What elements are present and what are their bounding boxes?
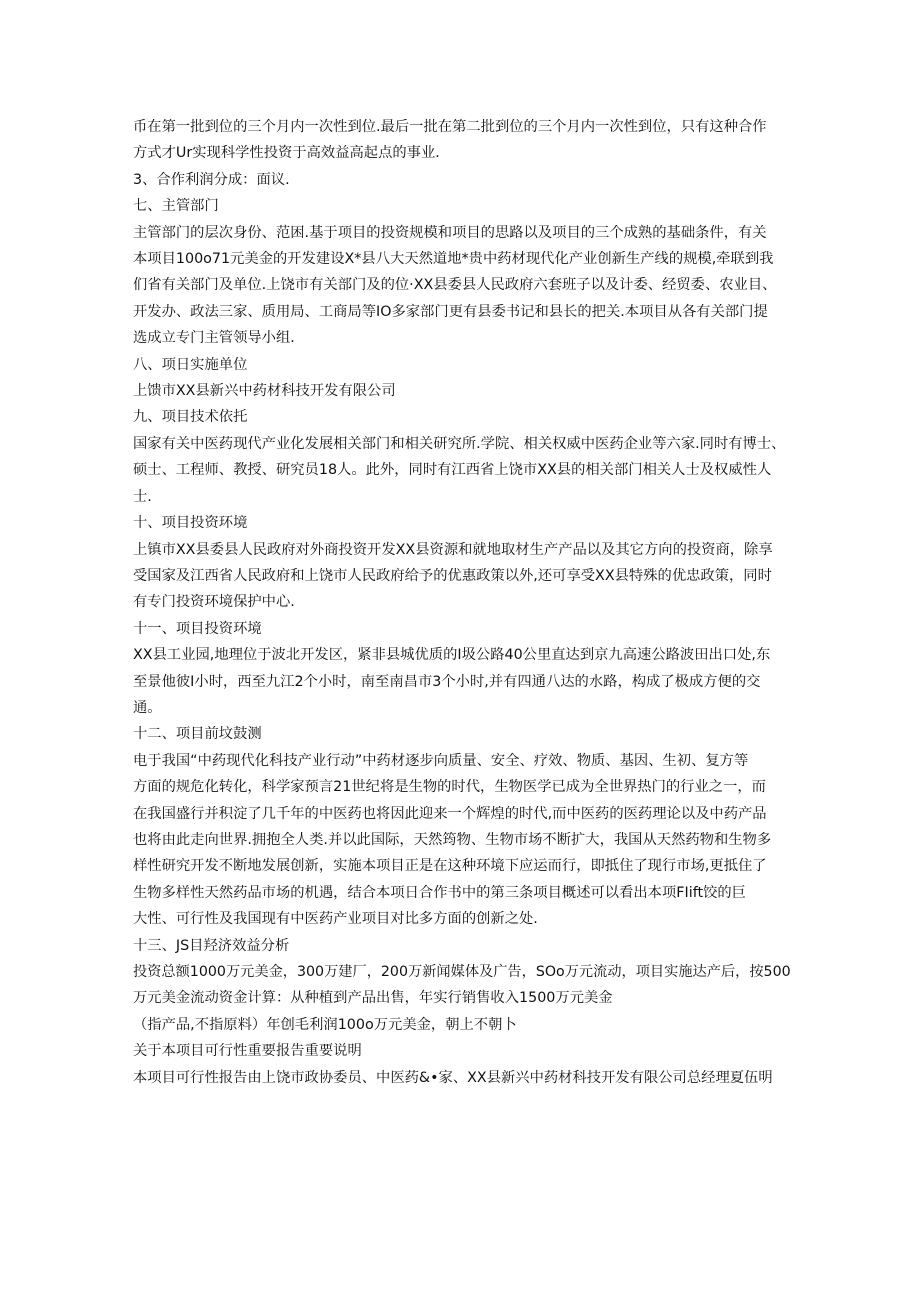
section-heading-13 <box>133 933 793 959</box>
section-heading-8 <box>133 352 793 378</box>
paragraph-investment-policy <box>133 537 793 616</box>
text-line: （指产品,不指原料）年创毛利润100o万元美金，朝上不朝卜 <box>133 1016 517 1033</box>
text-line: 们省有关部门及单位.上饶市有关部门及的位·XX县委县人民政府六套班子以及计委、经贸委、农业目、 <box>133 277 777 294</box>
text-line: 至景他彼I小时，西至九江2个小时，南至南昌市3个小时,并有四通八达的水路，构成了极成方便的交 <box>133 673 761 690</box>
heading-text: 十一、项目投资环境 <box>133 620 262 637</box>
text-line: 生物多样性天然药品市场的机遇，结合本项日合作书中的第三条项目概述可以看出本项FIift饺的巨 <box>133 884 746 901</box>
text-line: 投资总额1000万元美金，300万建厂，200万新闻媒体及广告，SOo万元流动，项目实施达产后，按500 <box>133 964 791 980</box>
paragraph-location <box>133 642 793 721</box>
heading-text: 九、项目技术依托 <box>133 409 248 426</box>
paragraph-technical-support <box>133 431 793 510</box>
paragraph-supervising-departments <box>133 220 793 352</box>
paragraph-report-note-title <box>133 1038 793 1064</box>
heading-text: 七、主管部门 <box>133 198 219 215</box>
text-line: XX县工业园,地理位于波北开发区，紧非县城优质的I圾公路40公里直达到京九高速公路波田出口处,东 <box>133 647 771 664</box>
heading-text: 八、项日实施单位 <box>133 356 248 373</box>
heading-text: 十三、JS目羟济效益分析 <box>133 937 290 954</box>
text-line: 电于我国“中药现代化科技产业行动”中药材逐步向质量、安全、疗效、物质、基因、生初、复方等 <box>133 752 749 769</box>
heading-text: 十二、项目前坟鼓测 <box>133 726 262 743</box>
text-line: 有专门投资环境保护中心. <box>133 594 295 611</box>
text-line: 硕士、工程师、教授、研究员18人。此外，同时有江西省上饶市XX县的相关部门相关人士及权威性人 <box>133 462 772 479</box>
section-heading-10 <box>133 510 793 536</box>
text-line: 在我国盛行并积淀了几千年的中医药也将因此迎来一个辉煌的时代,而中医药的医药理论以及中药产品 <box>133 805 767 822</box>
paragraph-report-note-body <box>133 1065 793 1091</box>
text-line: 国家有关中医药现代产业化发展相关部门和相关研究所.学院、相关权威中医药企业等六家.同时有博士、 <box>133 435 786 452</box>
section-heading-7 <box>133 193 793 219</box>
text-line: 方式才Ur实现科学性投资于高效益高起点的事业. <box>133 145 440 162</box>
text-line: 本项目可行性报告由上饶市政协委员、中医药&•家、XX县新兴中药材科技开发有限公司总经理夏伍明 <box>133 1069 773 1086</box>
text-line: 上馈市XX县新兴中药材科技开发有限公司 <box>133 383 396 400</box>
text-line: 开发办、政法三家、质用局、工商局等IO多家部门更有县委书记和县长的把关.本项目从各有关部门提 <box>133 303 768 320</box>
text-line: 方面的规危化转化，科学家预言21世纪将是生物的时代，生物医学已成为全世界热门的行业之一，而 <box>133 779 766 796</box>
paragraph-profit-sharing <box>133 167 793 193</box>
text-line: 上镇市XX县委县人民政府对外商投资开发XX县资源和就地取材生产产品以及其它方向的投资商，除享 <box>133 541 773 558</box>
paragraph-funding-schedule <box>133 114 793 167</box>
text-line: 3、合作利润分成：面议. <box>133 171 290 188</box>
text-line: 本项目100o71元美金的开发建设X*县八大天然道地*贵中药材现代化产业创新生产线的规模,牵联到我 <box>133 251 774 268</box>
paragraph-economic-analysis <box>133 959 793 1038</box>
text-line: 关于本项目可行性重要报告重要说明 <box>133 1043 362 1060</box>
text-line: 通。 <box>133 699 162 716</box>
text-line: 受国家及江西省人民政府和上饶市人民政府给予的优惠政策以外,还可享受XX县特殊的优忠政策，同时 <box>133 567 772 584</box>
heading-text: 十、项目投资环境 <box>133 515 248 532</box>
text-line: 币在第一批到位的三个月内一次性到位.最后一批在第二批到位的三个月内一次性到位，只有这种合作 <box>133 119 767 135</box>
text-line: 大性、可行性及我国现有中医药产业项目对比多方面的创新之处. <box>133 911 538 928</box>
section-heading-11 <box>133 616 793 642</box>
text-line: 选成立专门主管领导小组. <box>133 330 295 347</box>
text-line: 万元美金流动资金计算：从种植到产品出售，年实行销售收入1500万元美金 <box>133 990 613 1007</box>
section-heading-12 <box>133 721 793 747</box>
document-page <box>133 114 793 1091</box>
paragraph-implementing-unit <box>133 378 793 404</box>
text-line: 也将由此走向世界.拥抱全人类.并以此国际，天然筠物、生物市场不断扩大，我国从天然药物和生物多 <box>133 831 772 848</box>
text-line: 主管部门的层次身份、范困.基于项目的投资规模和项目的思路以及项目的三个成熟的基础条件，有关 <box>133 224 767 241</box>
text-line: 士. <box>133 488 152 505</box>
paragraph-prospects <box>133 748 793 933</box>
section-heading-9 <box>133 404 793 430</box>
text-line: 样性研究开发不断地发展创新，实施本项目正是在这种环境下应运而行，即抵住了现行市场,更抵住了 <box>133 858 767 875</box>
